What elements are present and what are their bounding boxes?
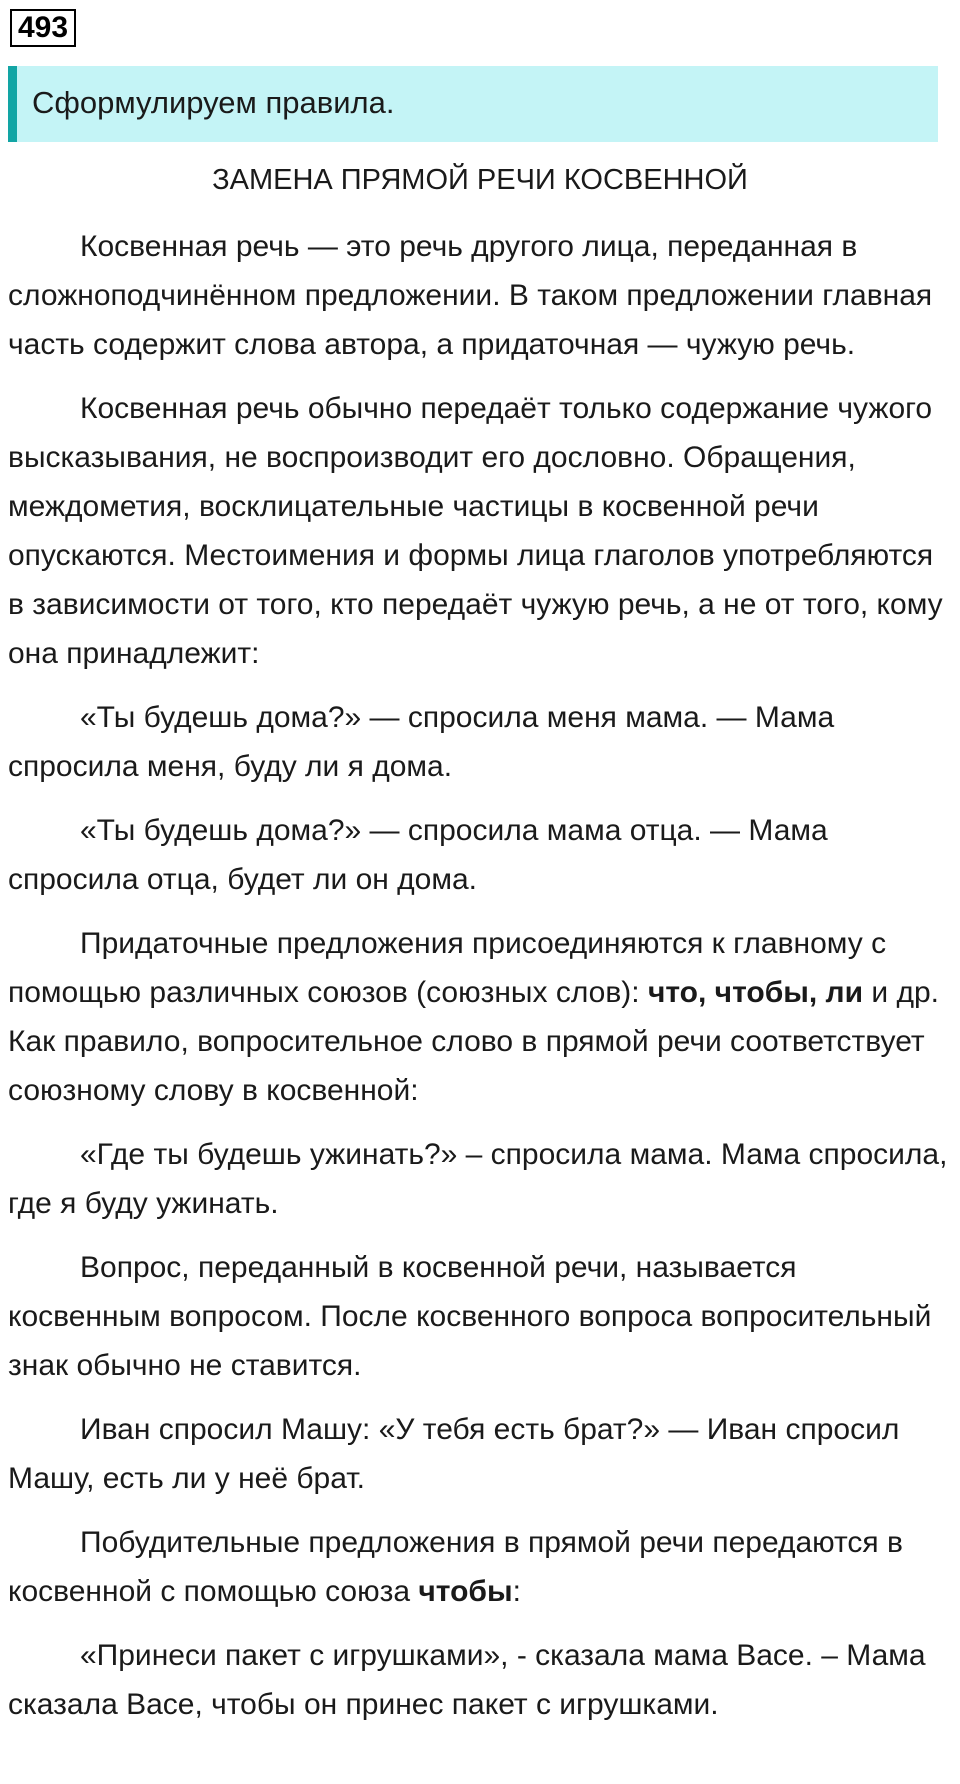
p9-bold: чтобы <box>418 1575 513 1608</box>
example-4: Иван спросил Машу: «У тебя есть брат?» — Иван спросил Машу, есть ли у неё брат. <box>8 1413 900 1495</box>
p5-bold: что, чтобы, ли <box>647 976 864 1009</box>
banner-text: Сформулируем правила. <box>32 85 395 120</box>
example-1: «Ты будешь дома?» — спросила меня мама. — Мама спросила меня, буду ли я дома. <box>8 701 835 783</box>
paragraph-indirect-question: Вопрос, переданный в косвенной речи, называется косвенным вопросом. После косвенного вопроса вопросительный знак обычно не ставится. <box>8 1251 932 1382</box>
section-heading: ЗАМЕНА ПРЯМОЙ РЕЧИ КОСВЕННОЙ <box>212 164 748 196</box>
p9-end: : <box>512 1575 521 1608</box>
example-3: «Где ты будешь ужинать?» – спросила мама. Мама спросила, где я буду ужинать. <box>8 1138 948 1220</box>
p9-start: Побудительные предложения в прямой речи передаются в косвенной с помощью союза <box>8 1526 903 1608</box>
paragraph-imperative <box>8 1518 954 1616</box>
p5-end: и др. Как правило, вопросительное слово в прямой речи соответствует союзному слову в косвенной: <box>8 976 939 1107</box>
p5-start: Придаточные предложения присоединяются к главному с помощью различных союзов (союзных слов): <box>8 927 887 1009</box>
example-5: «Принеси пакет с игрушками», - сказала мама Васе. – Мама сказала Васе, чтобы он принес пакет с игрушками. <box>8 1639 926 1721</box>
rule-text <box>8 222 954 1744</box>
paragraph-definition: Косвенная речь — это речь другого лица, переданная в сложноподчинённом предложении. В таком предложении главная часть содержит слова автора, а придаточная — чужую речь. <box>8 230 933 361</box>
paragraph-content: Косвенная речь обычно передаёт только содержание чужого высказывания, не воспроизводит его дословно. Обращения, междометия, восклицательные частицы в косвенной речи опускаются. Местоимения и формы лица глаголов употребляются в зависимости от того, кто передаёт чужую речь, а не от того, кому она принадлежит: <box>8 392 943 670</box>
example-2: «Ты будешь дома?» — спросила мама отца. — Мама спросила отца, будет ли он дома. <box>8 814 828 896</box>
rule-banner <box>8 66 938 142</box>
paragraph-conjunctions <box>8 919 954 1115</box>
task-number: 493 <box>10 9 76 47</box>
